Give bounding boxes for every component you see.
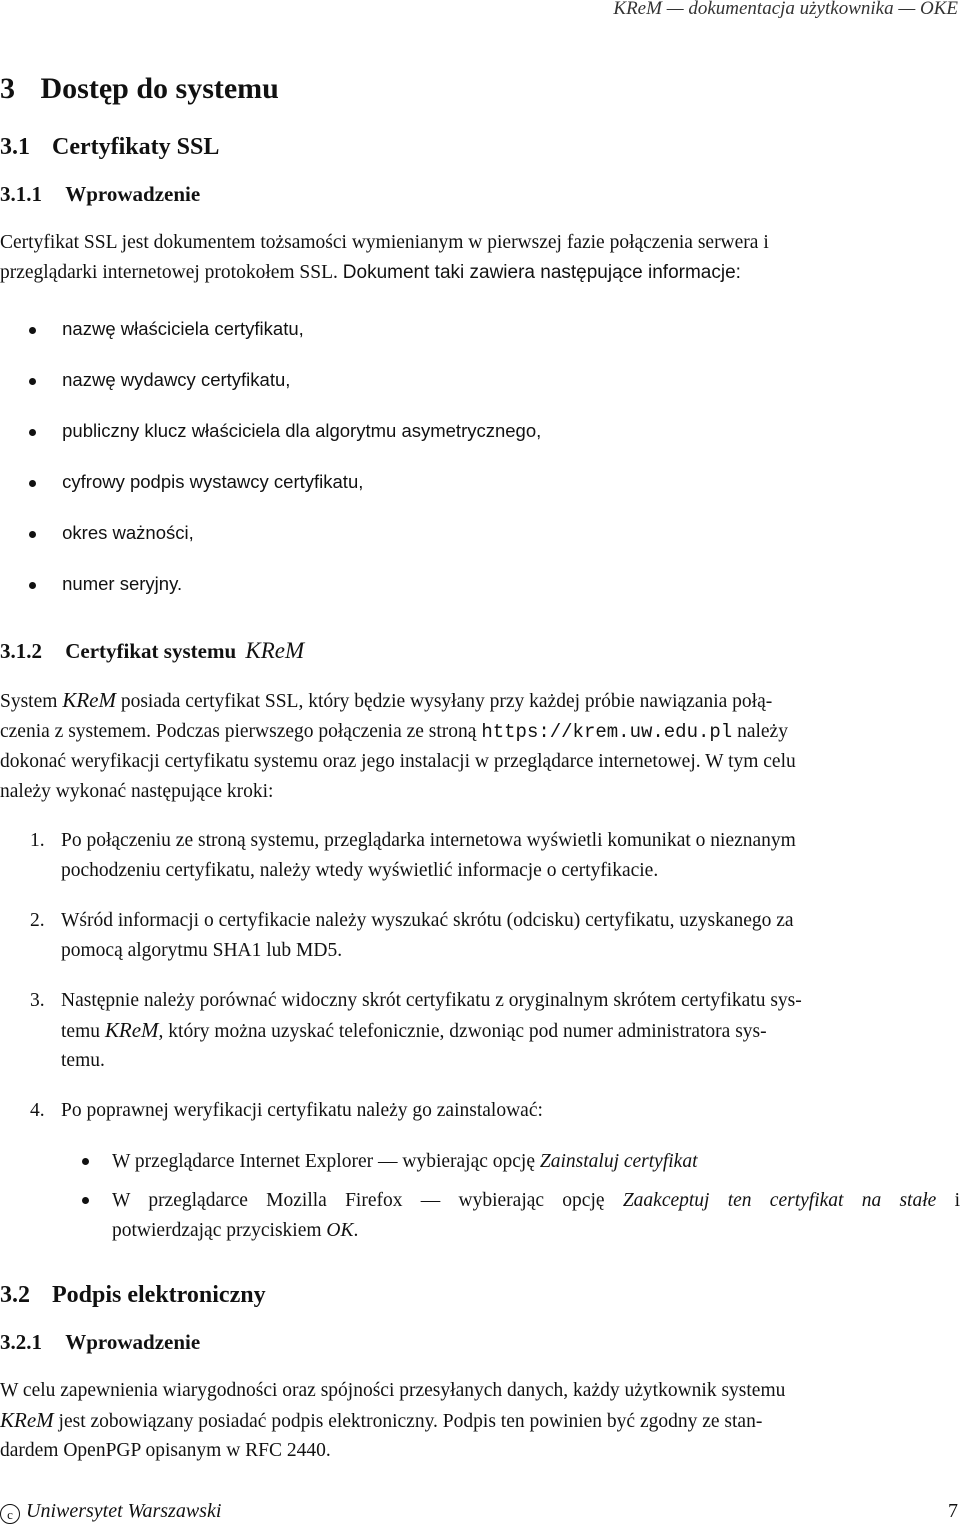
paragraph-text: posiada certyfikat SSL, który będzie wysyłany przy każdej próbie nawiązania połą- (120, 691, 773, 712)
paragraph-line: należy wykonać następujące kroki: (0, 780, 274, 802)
step-number: 1. (30, 830, 45, 851)
step-item (0, 906, 960, 965)
list-item-text: numer seryjny. (62, 573, 183, 594)
bullet-icon (29, 480, 36, 487)
running-header: KReM — dokumentacja użytkownika — OKE (613, 0, 958, 19)
subsection-number: 3.2 (0, 1282, 30, 1308)
paragraph-text-sans: Dokument taki zawiera następujące informacje: (342, 261, 741, 283)
step-line: temu. (61, 1050, 105, 1071)
sub-list-item (0, 1147, 960, 1177)
subsubsection-title: Wprowadzenie (65, 182, 201, 206)
sub-list-text: potwierdzając przyciskiem (112, 1219, 322, 1241)
subsection-heading (0, 134, 219, 161)
bullet-icon (29, 378, 36, 385)
paragraph-text: należy (737, 720, 788, 742)
paragraph-text: jest zobowiązany posiadać podpis elektroniczny. Podpis ten powinien być zgodny ze stan- (58, 1410, 763, 1432)
list-item (0, 318, 304, 340)
subsubsection-heading (0, 638, 304, 664)
step-line: Po poprawnej weryfikacji certyfikatu należy go zainstalować: (61, 1100, 543, 1121)
copyright-icon: c (0, 1504, 20, 1524)
sub-list-text: . (353, 1219, 359, 1241)
system-name: KReM (0, 1407, 54, 1432)
subsubsection-number: 3.2.1 (0, 1330, 42, 1354)
system-name: KReM (245, 638, 305, 663)
option-name: Zainstaluj certyfikat (539, 1151, 698, 1172)
signature-paragraph (0, 1376, 960, 1466)
bullet-icon (29, 582, 36, 589)
bullet-icon (29, 429, 36, 436)
section-number: 3 (0, 72, 15, 105)
button-name: OK (326, 1219, 354, 1241)
paragraph-text: przeglądarki internetowej protokołem SSL. (0, 261, 338, 283)
subsubsection-heading (0, 1330, 200, 1355)
footer-copyright (0, 1500, 221, 1524)
paragraph-line: W celu zapewnienia wiarygodności oraz spójności przesyłanych danych, każdy użytkownik systemu (0, 1380, 786, 1401)
sub-list-text: W przeglądarce Mozilla Firefox — wybierając opcję (112, 1190, 605, 1211)
paragraph-text: czenia z systemem. Podczas pierwszego połączenia ze stroną (0, 720, 477, 742)
list-item (0, 573, 182, 595)
sub-list-text: W przeglądarce Internet Explorer — wybierając opcję (112, 1151, 536, 1172)
list-item-text: cyfrowy podpis wystawcy certyfikatu, (62, 471, 364, 492)
list-item-text: nazwę właściciela certyfikatu, (62, 318, 304, 339)
option-name: Zaakceptuj ten certyfikat na stałe (622, 1190, 937, 1211)
list-item (0, 522, 194, 544)
step-text: , który można uzyskać telefonicznie, dzwoniąc pod numer administratora sys- (158, 1020, 767, 1042)
paragraph-text: System (0, 691, 58, 712)
subsubsection-title: Certyfikat systemu (65, 639, 237, 663)
sub-list-text: i (954, 1190, 960, 1211)
subsection-title: Podpis elektroniczny (52, 1282, 266, 1308)
step-line: pomocą algorytmu SHA1 lub MD5. (61, 939, 343, 961)
paragraph-line: Certyfikat SSL jest dokumentem tożsamości wymienianym w pierwszej fazie połączenia serwera i (0, 232, 769, 253)
bullet-icon (82, 1197, 89, 1204)
step-line: Następnie należy porównać widoczny skrót certyfikatu z oryginalnym skrótem certyfikatu sys- (61, 990, 802, 1011)
step-line: Wśród informacji o certyfikacie należy wyszukać skrótu (odcisku) certyfikatu, uzyskanego za (61, 910, 794, 931)
subsection-number: 3.1 (0, 134, 30, 160)
system-name: KReM (62, 688, 116, 712)
step-number: 2. (30, 910, 45, 931)
subsubsection-number: 3.1.1 (0, 182, 42, 206)
bullet-icon (82, 1158, 89, 1165)
system-name: KReM (104, 1017, 159, 1042)
step-number: 3. (30, 990, 45, 1011)
step-line: pochodzeniu certyfikatu, należy wtedy wyświetlić informacje o certyfikacie. (61, 859, 659, 881)
step-item (0, 986, 960, 1076)
list-item (0, 369, 290, 391)
bullet-icon (29, 327, 36, 334)
subsubsection-heading (0, 182, 200, 207)
list-item-text: nazwę wydawcy certyfikatu, (62, 369, 291, 390)
subsubsection-title: Wprowadzenie (65, 1330, 201, 1354)
paragraph-line: dardem OpenPGP opisanym w RFC 2440. (0, 1440, 331, 1461)
list-item-text: okres ważności, (62, 522, 194, 543)
list-item (0, 471, 363, 493)
step-line: Po połączeniu ze stroną systemu, przeglądarka internetowa wyświetli komunikat o nieznanym (61, 830, 796, 851)
subsection-title: Certyfikaty SSL (52, 134, 220, 160)
system-url[interactable]: https://krem.uw.edu.pl (481, 720, 733, 743)
list-item (0, 420, 541, 442)
page-number: 7 (948, 1500, 958, 1522)
certificate-paragraph (0, 686, 960, 806)
section-heading (0, 72, 279, 106)
subsection-heading (0, 1282, 266, 1309)
section-title: Dostęp do systemu (40, 72, 279, 105)
bullet-icon (29, 531, 36, 538)
step-number: 4. (30, 1100, 45, 1121)
list-item-text: publiczny klucz właściciela dla algorytmu asymetrycznego, (62, 420, 542, 441)
sub-list-item (0, 1186, 960, 1245)
intro-paragraph (0, 228, 960, 287)
step-item (0, 1096, 960, 1126)
institution-name: Uniwersytet Warszawski (26, 1500, 222, 1522)
paragraph-line: dokonać weryfikacji certyfikatu systemu oraz jego instalacji w przeglądarce internetowej. W tym celu (0, 751, 796, 772)
subsubsection-number: 3.1.2 (0, 639, 42, 663)
step-text: temu (61, 1020, 100, 1042)
step-item (0, 826, 960, 885)
